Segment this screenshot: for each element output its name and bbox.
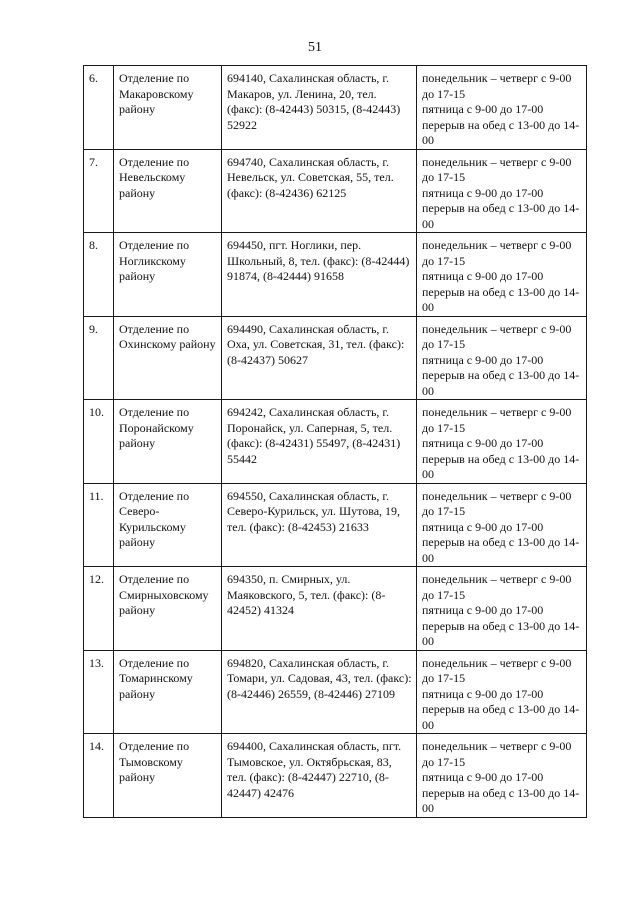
hours-friday: пятница с 9-00 до 17-00 (422, 603, 544, 617)
hours-weekdays: понедельник – четверг с 9-00 до 17-15 (422, 321, 572, 351)
table-row (84, 233, 587, 317)
office-address: 694400, Сахалинская область, пгт. Тымовское, ул. Октябрьская, 83, тел. (факс): (8-42447) 22710, (8-42447) 42476 (222, 734, 417, 818)
office-address: 694550, Сахалинская область, г. Северо-Курильск, ул. Шутова, 19, тел. (факс): (8-42453) 21633 (222, 483, 417, 567)
office-address: 694242, Сахалинская область, г. Поронайск, ул. Саперная, 5, тел. (факс): (8-42431) 55497, (8-42431) 55442 (222, 400, 417, 484)
office-hours (417, 567, 587, 651)
table-row (84, 650, 587, 734)
office-hours (417, 483, 587, 567)
office-hours (417, 149, 587, 233)
office-name: Отделение по Смирныховскому району (114, 567, 222, 651)
row-number: 11. (84, 483, 114, 567)
table-row (84, 66, 587, 150)
row-number: 14. (84, 734, 114, 818)
hours-lunch: перерыв на обед с 13-00 до 14-00 (422, 117, 580, 147)
office-hours (417, 400, 587, 484)
office-name: Отделение по Тымовскому району (114, 734, 222, 818)
hours-lunch: перерыв на обед с 13-00 до 14-00 (422, 618, 580, 648)
row-number: 13. (84, 650, 114, 734)
office-hours (417, 233, 587, 317)
hours-lunch: перерыв на обед с 13-00 до 14-00 (422, 284, 580, 314)
row-number: 10. (84, 400, 114, 484)
office-name: Отделение по Охинскому району (114, 316, 222, 400)
table-row (84, 316, 587, 400)
hours-friday: пятница с 9-00 до 17-00 (422, 352, 544, 367)
hours-lunch: перерыв на обед с 13-00 до 14-00 (422, 201, 580, 231)
office-hours (417, 650, 587, 734)
hours-weekdays: понедельник – четверг с 9-00 до 17-15 (422, 739, 572, 769)
hours-lunch: перерыв на обед с 13-00 до 14-00 (422, 368, 580, 398)
row-number: 9. (84, 316, 114, 400)
hours-weekdays: понедельник – четверг с 9-00 до 17-15 (422, 154, 572, 184)
office-address: 694350, п. Смирных, ул. Маяковского, 5, тел. (факс): (8-42452) 41324 (222, 567, 417, 651)
table-row (84, 483, 587, 567)
table-row (84, 400, 587, 484)
hours-weekdays: понедельник – четверг с 9-00 до 17-15 (422, 238, 572, 268)
row-number: 8. (84, 233, 114, 317)
row-number: 7. (84, 149, 114, 233)
row-number: 12. (84, 567, 114, 651)
office-address: 694490, Сахалинская область, г. Оха, ул. Советская, 31, тел. (факс): (8-42437) 50627 (222, 316, 417, 400)
offices-table (83, 65, 587, 818)
office-name: Отделение по Томаринскому району (114, 650, 222, 734)
office-hours (417, 734, 587, 818)
office-name: Отделение по Макаровскому району (114, 66, 222, 150)
page-number: 51 (308, 40, 322, 55)
hours-friday: пятница с 9-00 до 17-00 (422, 519, 544, 534)
office-address: 694450, пгт. Ноглики, пер. Школьный, 8, тел. (факс): (8-42444) 91874, (8-42444) 91658 (222, 233, 417, 317)
hours-friday: пятница с 9-00 до 17-00 (422, 770, 544, 784)
office-address: 694740, Сахалинская область, г. Невельск, ул. Советская, 55, тел. (факс): (8-42436) 62125 (222, 149, 417, 233)
office-name: Отделение по Поронайскому району (114, 400, 222, 484)
hours-weekdays: понедельник – четверг с 9-00 до 17-15 (422, 405, 572, 435)
table-row (84, 734, 587, 818)
hours-friday: пятница с 9-00 до 17-00 (422, 436, 544, 450)
table-row (84, 567, 587, 651)
hours-weekdays: понедельник – четверг с 9-00 до 17-15 (422, 488, 572, 518)
hours-lunch: перерыв на обед с 13-00 до 14-00 (422, 535, 580, 565)
office-name: Отделение по Невельскому району (114, 149, 222, 233)
hours-friday: пятница с 9-00 до 17-00 (422, 269, 544, 283)
hours-lunch: перерыв на обед с 13-00 до 14-00 (422, 785, 580, 815)
row-number: 6. (84, 66, 114, 150)
hours-lunch: перерыв на обед с 13-00 до 14-00 (422, 451, 580, 481)
hours-lunch: перерыв на обед с 13-00 до 14-00 (422, 702, 580, 732)
hours-friday: пятница с 9-00 до 17-00 (422, 102, 544, 116)
hours-friday: пятница с 9-00 до 17-00 (422, 185, 544, 200)
office-hours (417, 66, 587, 150)
hours-weekdays: понедельник – четверг с 9-00 до 17-15 (422, 71, 572, 101)
hours-friday: пятница с 9-00 до 17-00 (422, 686, 544, 701)
office-address: 694140, Сахалинская область, г. Макаров, ул. Ленина, 20, тел. (факс): (8-42443) 50315, (8-42443) 52922 (222, 66, 417, 150)
table-row (84, 149, 587, 233)
hours-weekdays: понедельник – четверг с 9-00 до 17-15 (422, 572, 572, 602)
office-hours (417, 316, 587, 400)
hours-weekdays: понедельник – четверг с 9-00 до 17-15 (422, 655, 572, 685)
office-name: Отделение по Ногликскому району (114, 233, 222, 317)
office-address: 694820, Сахалинская область, г. Томари, ул. Садовая, 43, тел. (факс): (8-42446) 26559, (8-42446) 27109 (222, 650, 417, 734)
office-name: Отделение по Северо-Курильскому району (114, 483, 222, 567)
